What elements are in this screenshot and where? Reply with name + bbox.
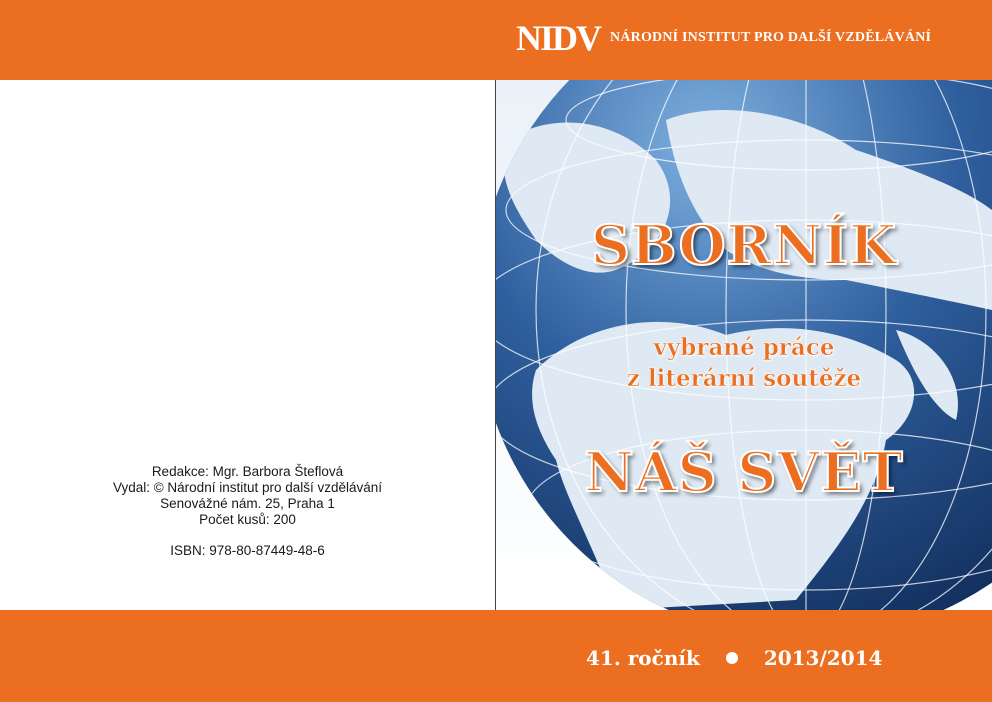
competition-name: NÁŠ SVĚT <box>584 440 904 504</box>
year-label: 2013/2014 <box>763 646 883 670</box>
logo-mark: NIDV <box>516 18 601 58</box>
imprint-copies: Počet kusů: 200 <box>199 512 296 527</box>
imprint-address: Senovážné nám. 25, Praha 1 <box>160 496 335 511</box>
imprint-block <box>0 464 495 559</box>
cover-title: SBORNÍK <box>590 213 898 277</box>
cover-subtitle-line1: vybrané práce <box>653 334 835 361</box>
imprint-isbn: ISBN: 978-80-87449-48-6 <box>170 543 325 558</box>
footer-info <box>586 646 882 670</box>
nidv-logo <box>516 20 931 56</box>
cover-subtitle-line2: z literární soutěže <box>626 365 862 392</box>
bullet-icon <box>726 652 738 664</box>
institute-name: NÁRODNÍ INSTITUT PRO DALŠÍ VZDĚLÁVÁNÍ <box>610 30 932 45</box>
imprint-publisher: Vydal: © Národní institut pro další vzdělávání <box>112 480 383 495</box>
edition-label: 41. ročník <box>586 646 700 670</box>
imprint-editor: Redakce: Mgr. Barbora Šteflová <box>151 464 344 479</box>
